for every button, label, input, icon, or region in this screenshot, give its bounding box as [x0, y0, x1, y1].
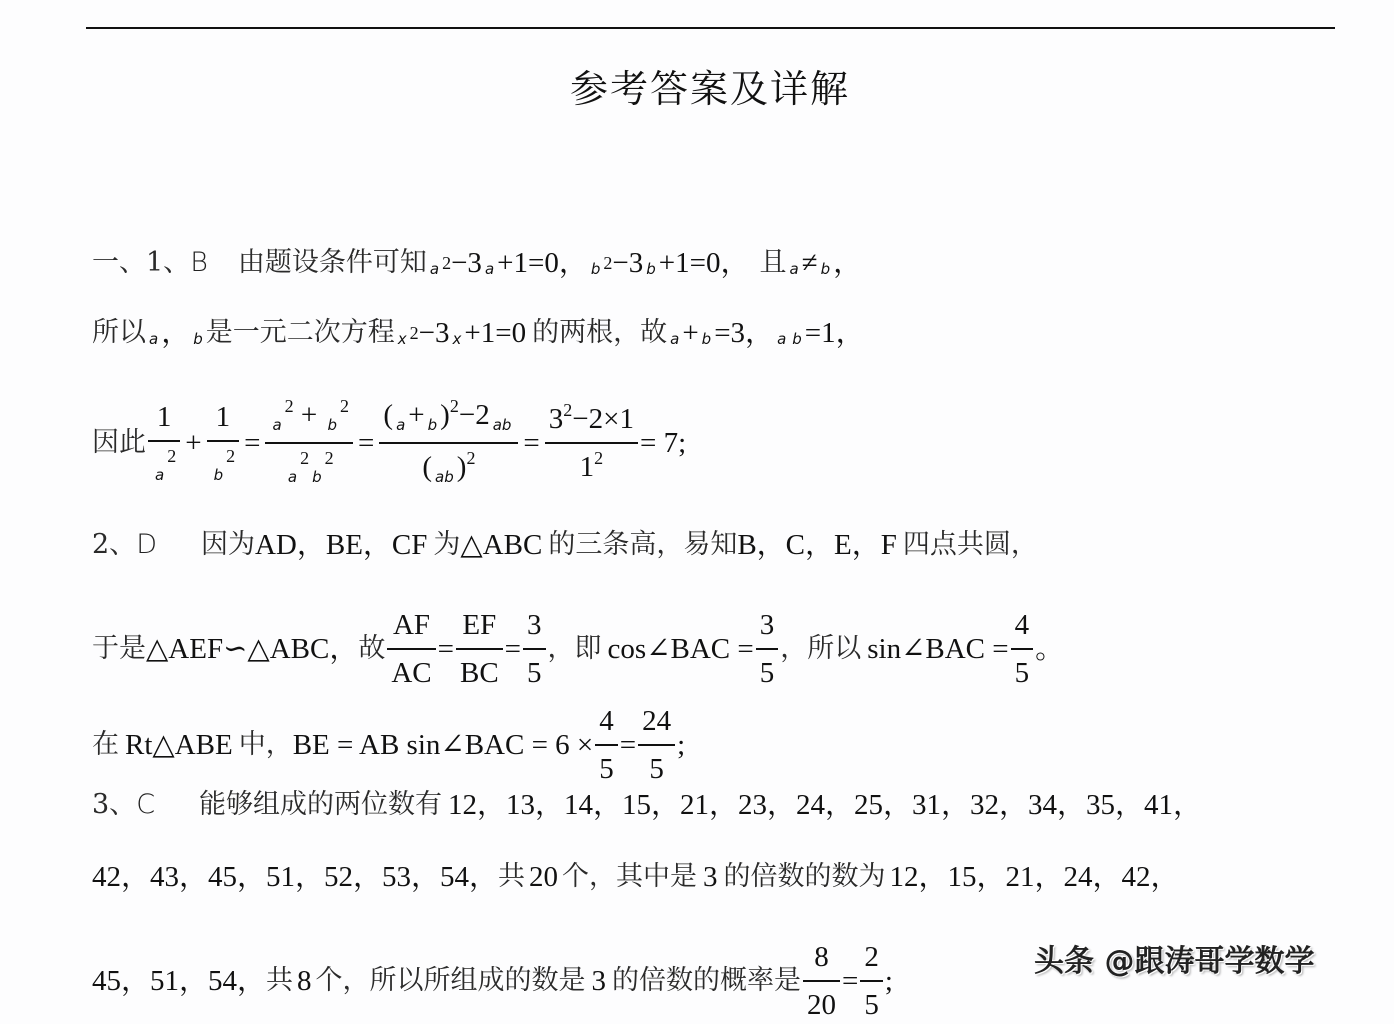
fraction: $\frac{24}{5}$ — [638, 702, 675, 788]
text: 所以 — [92, 317, 146, 348]
q2-line-3 — [92, 702, 685, 788]
math: = — [244, 427, 261, 459]
header-rule — [86, 27, 1335, 29]
variable-b: b — [701, 330, 712, 348]
math: BE = AB sin∠BAC = 6 × — [292, 729, 594, 761]
text: 共 — [266, 965, 294, 996]
q1-line-3 — [92, 396, 686, 490]
math: + — [682, 317, 699, 349]
math: = — [358, 427, 375, 459]
question-number: 一、1、 — [92, 247, 191, 278]
variable-b: b — [590, 260, 601, 278]
answer-letter: D — [136, 529, 157, 560]
math: −3 — [418, 317, 450, 349]
text: 故 — [358, 633, 386, 664]
math: +1=0， — [658, 247, 750, 279]
q3-line-3 — [92, 938, 893, 1024]
math: Rt△ABE — [125, 729, 233, 761]
math: = — [842, 965, 859, 997]
fraction: $\frac{3^2-2\times 1}{1^2}$ — [545, 400, 638, 486]
fraction: $\frac{AF}{AC}$ — [387, 606, 435, 692]
question-number: 2、 — [92, 529, 137, 560]
variable-a: a — [670, 330, 680, 348]
math: ， — [161, 317, 191, 349]
text: 能够组成的两位数有 — [199, 789, 443, 820]
text: 由题设条件可知 — [237, 247, 427, 278]
math: −3 — [612, 247, 644, 279]
variable-a: a — [149, 330, 159, 348]
text: 共 — [498, 861, 526, 892]
math: −3 — [451, 247, 482, 279]
variable-a: a — [429, 260, 440, 278]
math: AD，BE，CF — [254, 529, 428, 561]
q1-line-1: 一、1、 B 由题设条件可知 a 2 −3 a +1=0， b 2 −3 b +1=0， 且 a ≠ b ， — [92, 246, 862, 280]
q2-line-2 — [92, 606, 1064, 692]
fraction: $\frac{( _a + _b )^2-2 _{ab}}{( _{ab} )^2}$ — [379, 396, 518, 490]
text: 是一元二次方程 — [205, 317, 395, 348]
text: ，即 — [547, 633, 602, 664]
math: sin∠BAC = — [867, 633, 1009, 665]
math: ; — [884, 965, 893, 997]
variable-b: b — [820, 260, 831, 278]
text: 的倍数的数为 — [723, 861, 886, 892]
math: 3 — [703, 861, 718, 893]
q3-line-1 — [92, 788, 1202, 822]
math: =3， — [714, 317, 775, 349]
variable-a: a — [777, 330, 787, 348]
math: 42，43，45，51，52，53，54， — [92, 861, 499, 893]
math: ， — [833, 247, 863, 279]
q1-line-2: 所以 a ， b 是一元二次方程 x 2 −3 x +1=0 的两根，故 a + b =3， a b =1， — [92, 316, 865, 350]
fraction: $\frac{8}{20}$ — [803, 938, 840, 1024]
math: △ABC — [460, 529, 543, 561]
fraction: $\frac{EF}{BC}$ — [456, 606, 503, 692]
text: 因为 — [200, 529, 255, 560]
math: 。 — [1035, 633, 1065, 665]
math: 45，51，54， — [92, 965, 267, 997]
variable-a: a — [789, 260, 799, 278]
math: 3 — [591, 965, 607, 997]
text: 为 — [433, 529, 461, 560]
text: 在 — [92, 729, 119, 760]
math: cos∠BAC = — [607, 633, 754, 665]
text: 的倍数的概率是 — [612, 965, 802, 996]
fraction: $\frac{3}{5}$ — [756, 606, 779, 692]
math: = — [523, 427, 540, 459]
text: 四点共圆， — [902, 529, 1038, 560]
math: ; — [677, 729, 686, 761]
math: = — [619, 729, 637, 761]
variable-x: x — [452, 330, 462, 348]
answer-letter: B — [190, 247, 208, 278]
fraction: $\frac{1}{_a^2}$ — [148, 398, 180, 488]
text: 的三条高，易知 — [548, 529, 738, 560]
math: = — [437, 633, 454, 665]
text: 的两根，故 — [532, 317, 668, 348]
math: 8 — [297, 965, 312, 997]
fraction: $\frac{2}{5}$ — [860, 938, 883, 1024]
text: 中， — [238, 729, 293, 760]
text: ，所以 — [780, 633, 862, 664]
watermark: 头条 @跟涛哥学数学 — [1034, 944, 1315, 979]
page-title: 参考答案及详解 — [569, 67, 850, 111]
question-number: 3、 — [92, 789, 137, 820]
variable-b: b — [792, 330, 802, 348]
variable-b: b — [193, 330, 203, 348]
math: + — [185, 427, 202, 459]
fraction: $\frac{3}{5}$ — [523, 606, 546, 692]
math: =1， — [804, 317, 865, 349]
math: = 7; — [640, 427, 687, 459]
math: 12，15，21，24，42， — [889, 861, 1180, 893]
math: +1=0， — [497, 247, 588, 279]
math: +1=0 — [464, 317, 527, 349]
math: 20 — [529, 861, 559, 893]
text: 个，其中是 — [562, 861, 698, 892]
variable-a: a — [484, 260, 495, 278]
math: ≠ — [801, 247, 818, 279]
math: 12，13，14，15，21，23，24，25，31，32，34，35，41， — [448, 789, 1203, 821]
fraction: $\frac{_a^2 + _b^2}{_a^2_b^2}$ — [265, 396, 353, 490]
text: 因此 — [92, 427, 146, 458]
q2-line-1 — [92, 528, 1038, 562]
variable-x: x — [397, 330, 407, 348]
q3-line-2 — [92, 860, 1180, 894]
text: 于是 — [92, 633, 146, 664]
answer-letter: C — [136, 789, 156, 820]
text: 且 — [759, 247, 787, 278]
fraction: $\frac{4}{5}$ — [1011, 606, 1034, 692]
math: △AEF∽△ABC， — [146, 633, 359, 665]
math: = — [504, 633, 522, 665]
fraction: $\frac{4}{5}$ — [595, 702, 618, 788]
variable-b: b — [646, 260, 656, 278]
math: B，C，E，F — [737, 529, 897, 561]
text: 个，所以所组成的数是 — [315, 965, 586, 996]
fraction: $\frac{1}{_b^2}$ — [207, 398, 240, 488]
